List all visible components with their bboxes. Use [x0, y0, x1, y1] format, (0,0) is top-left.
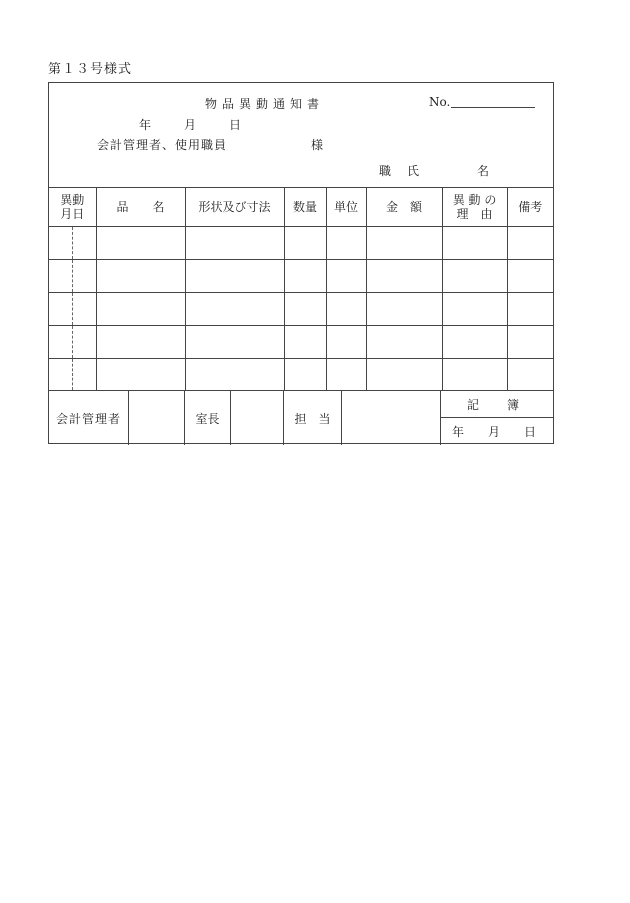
- ledger-date[interactable]: 年 月 日: [451, 425, 542, 439]
- cell-day[interactable]: [72, 259, 96, 292]
- cell-month[interactable]: [49, 226, 72, 259]
- cell-remarks[interactable]: [507, 226, 553, 259]
- table-row: [49, 259, 553, 292]
- cell-reason[interactable]: [442, 226, 507, 259]
- cell-quantity[interactable]: [284, 292, 326, 325]
- cell-shape-size[interactable]: [185, 226, 284, 259]
- cell-amount[interactable]: [366, 292, 442, 325]
- cell-reason[interactable]: [442, 292, 507, 325]
- header-unit: 単位: [326, 188, 366, 226]
- cell-month[interactable]: [49, 259, 72, 292]
- sender-name-title: 職 氏 名: [379, 164, 492, 178]
- items-table: [49, 188, 553, 390]
- cell-day[interactable]: [72, 226, 96, 259]
- cell-quantity[interactable]: [284, 325, 326, 358]
- cell-shape-size[interactable]: [185, 325, 284, 358]
- section-chief-seal[interactable]: [231, 391, 284, 445]
- cell-day[interactable]: [72, 292, 96, 325]
- cell-quantity[interactable]: [284, 226, 326, 259]
- accounting-manager-seal[interactable]: [129, 391, 185, 445]
- header-quantity: 数量: [284, 188, 326, 226]
- cell-reason[interactable]: [442, 259, 507, 292]
- header-item-name: 品 名: [96, 188, 185, 226]
- form-number: 第１３号様式: [48, 62, 133, 77]
- table-row: [49, 292, 553, 325]
- cell-month[interactable]: [49, 358, 72, 390]
- cell-reason[interactable]: [442, 325, 507, 358]
- table-row: [49, 226, 553, 259]
- document-title: 物品異動通知書: [205, 97, 325, 111]
- header-row: [49, 188, 553, 226]
- in-charge-seal[interactable]: [342, 391, 441, 445]
- notice-form: [48, 82, 554, 444]
- cell-item-name[interactable]: [96, 226, 185, 259]
- cell-item-name[interactable]: [96, 259, 185, 292]
- header-shape-size: 形状及び寸法: [185, 188, 284, 226]
- cell-item-name[interactable]: [96, 358, 185, 390]
- cell-item-name[interactable]: [96, 292, 185, 325]
- ledger-label: 記 簿: [441, 391, 553, 418]
- cell-amount[interactable]: [366, 259, 442, 292]
- cell-remarks[interactable]: [507, 292, 553, 325]
- date-line: 年 月 日: [139, 118, 245, 132]
- cell-unit[interactable]: [326, 358, 366, 390]
- cell-amount[interactable]: [366, 226, 442, 259]
- cell-amount[interactable]: [366, 358, 442, 390]
- header-reason: 異 動 の 理 由: [442, 188, 507, 226]
- cell-reason[interactable]: [442, 358, 507, 390]
- header-amount: 金 額: [366, 188, 442, 226]
- in-charge-label: 担 当: [284, 391, 342, 445]
- accounting-manager-label: 会計管理者: [49, 391, 129, 445]
- cell-unit[interactable]: [326, 259, 366, 292]
- number-label: No.: [429, 95, 451, 109]
- cell-remarks[interactable]: [507, 325, 553, 358]
- cell-item-name[interactable]: [96, 325, 185, 358]
- table-row: [49, 325, 553, 358]
- cell-unit[interactable]: [326, 292, 366, 325]
- cell-amount[interactable]: [366, 325, 442, 358]
- header-remarks: 備考: [507, 188, 553, 226]
- section-chief-label: 室長: [185, 391, 231, 445]
- honorific: 様: [311, 138, 324, 152]
- cell-unit[interactable]: [326, 226, 366, 259]
- cell-day[interactable]: [72, 358, 96, 390]
- cell-shape-size[interactable]: [185, 358, 284, 390]
- approval-footer: [49, 390, 553, 445]
- cell-quantity[interactable]: [284, 358, 326, 390]
- cell-shape-size[interactable]: [185, 259, 284, 292]
- ledger-box: [441, 391, 553, 445]
- cell-remarks[interactable]: [507, 358, 553, 390]
- cell-day[interactable]: [72, 325, 96, 358]
- number-field[interactable]: [451, 107, 535, 108]
- cell-month[interactable]: [49, 325, 72, 358]
- form-header: [49, 83, 553, 188]
- table-row: [49, 358, 553, 390]
- cell-quantity[interactable]: [284, 259, 326, 292]
- addressee: 会計管理者、使用職員: [97, 138, 228, 152]
- header-move-date: 異動 月日: [49, 188, 96, 226]
- cell-month[interactable]: [49, 292, 72, 325]
- cell-unit[interactable]: [326, 325, 366, 358]
- cell-remarks[interactable]: [507, 259, 553, 292]
- cell-shape-size[interactable]: [185, 292, 284, 325]
